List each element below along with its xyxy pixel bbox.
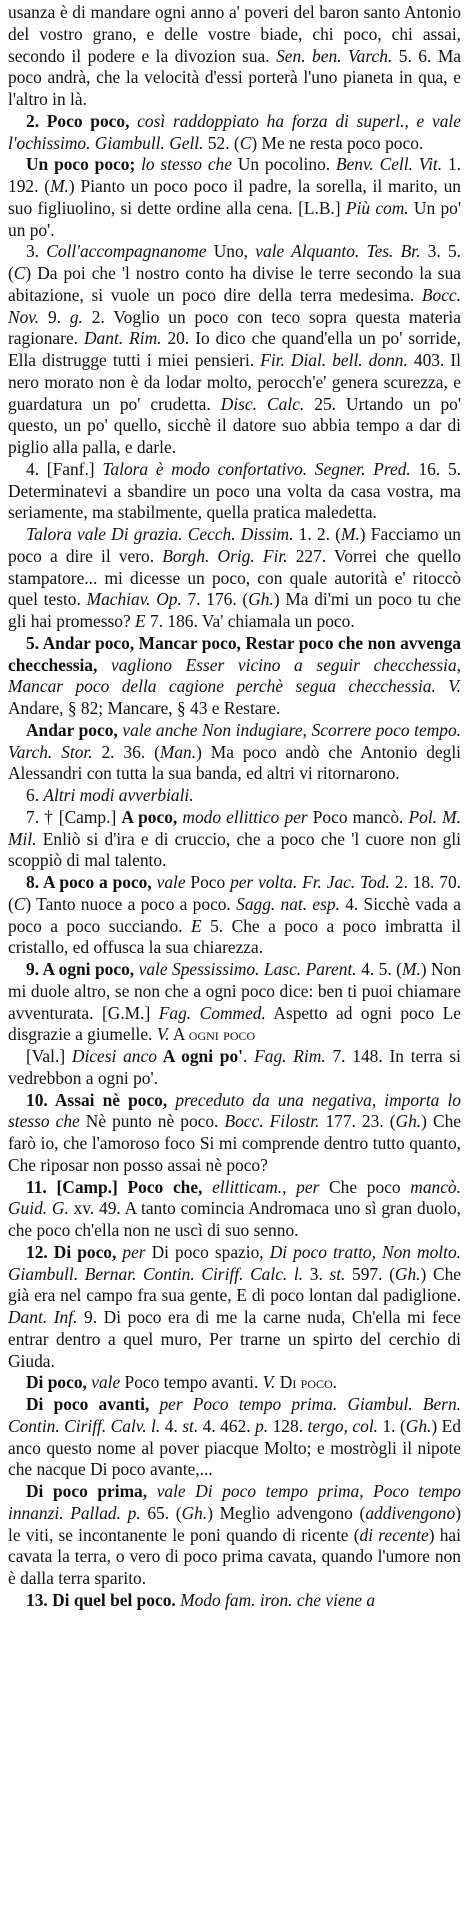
definition: Modo fam. iron. che viene a	[180, 1589, 376, 1610]
text-run: .	[243, 1046, 255, 1066]
text-run: ) Me ne resta poco poco.	[251, 132, 424, 153]
text-run: 128.	[268, 1415, 308, 1436]
text-run: 3.	[303, 1263, 330, 1284]
citation: g.	[69, 306, 83, 327]
definition: lo stesso che	[141, 154, 232, 175]
citation: Disc. Calc.	[220, 393, 305, 414]
entry-10-assai-ne-poco	[8, 1090, 461, 1177]
definition: vale	[91, 1372, 121, 1393]
source-mark: M.	[401, 959, 421, 979]
text-run: ) Da poi che 'l nostro conto ha divise le terre secondo la sua abitazione, si vuole un poco dire della terra medesima.	[8, 263, 461, 305]
headword: Di poco,	[26, 1372, 92, 1393]
entry-di-poco-prima	[8, 1481, 461, 1590]
entry-a-ogni-po	[8, 1046, 461, 1090]
source-mark: Gh.	[248, 589, 274, 610]
text-run: Un po' un po'.	[8, 197, 461, 240]
source-mark: E	[135, 611, 146, 631]
text-run: ) hai cavata la terra, o vero di poco prima cavata, quando l'umore non è dalla terra sparito.	[8, 1524, 461, 1588]
text-run: 597. (	[345, 1263, 395, 1284]
text-run: 16. 5. Determinatevi a sbandire un poco una volta da casa vostra, ma seriamente, ma stabilmente, quella pratica maledetta.	[8, 458, 462, 523]
headword: 9. A ogni poco,	[26, 959, 139, 979]
text-run: ) Ed anco questo nome al pover piacque Molto; e mostrògli il nipote che nacque Di poco avante,...	[8, 1415, 461, 1480]
entry-andar-poco-anche	[8, 720, 461, 785]
text-run: Un pocolino.	[231, 154, 336, 175]
headword: 2. Poco poco,	[26, 110, 138, 131]
entry-un-poco-poco	[8, 154, 461, 241]
paragraph	[8, 2, 461, 111]
text-run: ) Ma di'mi un poco tu che gli hai promesso?	[8, 589, 461, 631]
headword: Un poco poco;	[26, 154, 142, 175]
text-run: ) Meglio advengono (	[207, 1502, 366, 1523]
entry-8-a-poco-a-poco	[8, 872, 461, 959]
cross-reference: A ogni poco	[169, 1024, 256, 1045]
entry-12-di-poco	[8, 1242, 461, 1373]
source-mark: Gh.	[394, 1263, 421, 1284]
headword: Di poco avanti,	[26, 1394, 160, 1414]
text-run: 25. Urtando un po' questo, un po' quello, sicchè il datore suo abbia tempo a dar di piglio alla palla, e darle.	[8, 393, 461, 457]
citation: Dant. Inf.	[8, 1307, 78, 1327]
headword: 5. Andar poco, Mancar poco, Restar poco che non avvenga checchessia,	[8, 632, 461, 675]
text-run: [Val.]	[26, 1046, 72, 1066]
text-run: ) Che già era nel campo fra sua gente, E di poco lontan dal padiglione.	[8, 1263, 461, 1306]
text-run: ) le viti, se incontanente le poni quando di ricente (	[8, 1502, 461, 1545]
definition: modo ellittico per	[182, 806, 308, 827]
definition: vale anche Non indugiare, Scorrere poco tempo. Varch. Stor.	[8, 719, 461, 762]
citation: Sagg. nat. esp.	[236, 893, 340, 914]
citation: mancò. Guid. G.	[8, 1176, 461, 1219]
text-run: 3. 5. (	[8, 241, 462, 283]
citation: tergo, col.	[307, 1415, 379, 1436]
text-run: 177. 23. (	[319, 1111, 396, 1132]
entry-13-di-quel-bel-poco	[8, 1590, 461, 1612]
cross-reference: Andare, § 82; Mancare, § 43 e Restare.	[8, 698, 281, 718]
text-run: ) Ma poco andò che Antonio degli Alessandri con tutta la sua banda, ed altri vi ritornarono.	[8, 741, 462, 784]
citation: st.	[329, 1263, 346, 1284]
text-run: 1. 2. (	[293, 524, 341, 544]
entry-5-andar-poco	[8, 633, 461, 720]
text-run: 5. Che a poco a poco imbratta il cristallo, ed offusca la sua chiarezza.	[8, 915, 461, 958]
text-run: 403. Il nero morato non è da lodar molto, perocch'e' genera scurezza, e guardatura un po' crudetta.	[8, 350, 461, 414]
source-mark: C	[13, 263, 26, 283]
source-mark: C	[13, 893, 26, 914]
text-run: 4. 462.	[198, 1415, 256, 1436]
headword: 13. Di quel bel poco.	[26, 1589, 181, 1610]
text-run: 2. 36. (	[92, 741, 160, 762]
headword: 11. [Camp.] Poco che,	[26, 1176, 213, 1197]
definition: vale	[156, 872, 186, 892]
citation: V.	[156, 1024, 170, 1045]
text-run: 7. 176. (	[181, 589, 249, 610]
text-run: ) Facciamo un poco a dire il vero.	[8, 524, 462, 566]
definition: vale Alquanto. Tes. Br.	[255, 241, 421, 262]
text-run: 4.	[160, 1415, 183, 1436]
definition: vale Spessissimo. Lasc. Parent.	[138, 959, 357, 979]
gloss: di recente	[359, 1524, 429, 1545]
text-run: xv. 49. A tanto comincia Andromaca uno sì gran duolo, che poco ch'ella non ne uscì di suo senno.	[8, 1198, 461, 1240]
citation: per volta. Fr. Jac. Tod.	[230, 872, 390, 892]
citation: V.	[262, 1372, 276, 1393]
text-run: ) Pianto un poco poco il padre, la sorella, il marito, un suo figliuolino, si dette ordine alla cena. [L.B.]	[8, 176, 461, 218]
definition: per Poco tempo prima. Giambul. Bern. Contin. Ciriff. Calv. l.	[8, 1394, 461, 1436]
entry-3-alquanto	[8, 241, 461, 459]
text-run: 7. 186. Va' chiamala un poco.	[145, 611, 355, 631]
text-run: 227. Vorrei che quello stampatore... mi dicesse un poco, con quale autorità e' ritoccò quel testo.	[8, 545, 462, 610]
text-run: 3.	[26, 241, 47, 262]
definition: Dicesi anco	[71, 1046, 157, 1066]
entry-9-a-ogni-poco	[8, 959, 461, 1046]
text-run: 65. (	[140, 1502, 182, 1523]
definition: Talora è modo confortativo. Segner. Pred.	[102, 458, 411, 479]
definition: vale Di poco tempo prima, Poco tempo innanzi. Pallad. p.	[8, 1481, 461, 1523]
text-run: 6.	[26, 785, 44, 805]
text-run: usanza è di mandare ogni anno a' poveri del baron santo Antonio del vostro grano, e delle vostre biade, chi poco, chi assai, secondo il podere e la divozion sua.	[8, 2, 461, 66]
citation: Di poco tratto, Non molto. Giambull. Bernar. Contin. Ciriff. Calc. l.	[8, 1241, 461, 1284]
citation: Borgh. Orig. Fir.	[162, 545, 288, 566]
source-mark: Gh.	[405, 1415, 432, 1436]
definition: per	[122, 1241, 146, 1262]
text-run: 1. (	[378, 1415, 406, 1436]
entry-2-poco-poco	[8, 111, 461, 155]
citation: Dant. Rim.	[84, 328, 162, 349]
entry-11-poco-che	[8, 1177, 461, 1242]
citation: Bocc. Filostr.	[224, 1111, 320, 1132]
definition: Coll'accompagnanome	[46, 241, 207, 262]
citation: Fag. Rim.	[254, 1046, 326, 1066]
definition: vagliono Esser vicino a seguir checchessia, Mancar poco della cagione perchè segua checchessia. V.	[8, 654, 461, 697]
text-run: ) Tanto nuoce a poco a poco.	[25, 893, 237, 914]
text-run: Che poco	[319, 1176, 411, 1197]
text-run: 2. Voglio un poco con teco sopra questa materia ragionare.	[8, 306, 461, 349]
citation: Fir. Dial. bell. donn.	[260, 350, 408, 370]
text-run: Di poco spazio,	[145, 1241, 270, 1262]
text-run: 7. † [Camp.]	[26, 806, 122, 827]
definition: così raddoppiato ha forza di superl., e vale l'ochissimo. Giambull. Gell.	[8, 110, 461, 153]
source-mark: M.	[50, 176, 69, 196]
entry-di-poco-avanti-vale	[8, 1372, 461, 1394]
headword: 8. A poco a poco,	[26, 872, 157, 892]
entry-di-poco-avanti	[8, 1394, 461, 1481]
citation: p.	[255, 1415, 269, 1436]
text-run: Aspetto ad ogni poco Le disgrazie a giumelle.	[8, 1002, 461, 1045]
citation: Bocc. Nov.	[8, 284, 461, 327]
citation: Pol. M. Mil.	[8, 806, 461, 849]
source-mark: Man.	[159, 741, 197, 762]
entry-di-grazia	[8, 524, 461, 633]
entry-7-a-poco	[8, 807, 461, 872]
text-run: Nè punto nè poco.	[79, 1111, 225, 1132]
entry-4-confortativo	[8, 459, 461, 524]
text-run: 7. 148. In terra si vedrebbon a ogni po'.	[8, 1046, 461, 1088]
text-run: 4. Sicchè vada a poco a poco succiando.	[8, 893, 461, 936]
text-run: 20. Io dico che quand'ella un po' sorride, Ella distrugge tutti i miei pensieri.	[8, 328, 461, 370]
text-run: Uno,	[206, 241, 256, 262]
citation: Benv. Cell. Vit.	[335, 154, 443, 175]
headword: A ogni po'	[156, 1046, 244, 1066]
gloss: addivengono	[365, 1502, 456, 1523]
text-run: ) Non mi duole altro, se non che a ogni poco dice: ben ti puoi chiamare avventurata. [G.M.]	[8, 959, 462, 1023]
source-mark: Gh.	[395, 1111, 422, 1132]
cross-reference: Di poco.	[275, 1372, 338, 1393]
text-run: 4. 5. (	[356, 959, 402, 979]
headword: Andar poco,	[26, 719, 123, 740]
definition: ellitticam., per	[212, 1176, 320, 1197]
citation: Fag. Commed.	[158, 1002, 266, 1023]
headword: 10. Assai nè poco,	[26, 1089, 176, 1110]
source-mark: C	[239, 132, 252, 153]
text-run: Poco tempo avanti.	[120, 1372, 263, 1393]
text-run: 9.	[39, 306, 70, 327]
source-mark: M.	[340, 524, 360, 544]
text-run: Poco mancò.	[307, 806, 409, 827]
text-run: 9. Di poco era di me la carne nuda, Ch'ella mi fece entrar dentro a quel muro, Per trarne un spirto del cerchio di Giuda.	[8, 1307, 461, 1371]
citation: Sen. ben. Varch.	[276, 45, 393, 66]
headword: 12. Di poco,	[26, 1241, 123, 1262]
citation: Machiav. Op.	[86, 589, 182, 610]
text-run: Poco	[185, 872, 231, 892]
headword: Di poco prima,	[26, 1481, 157, 1501]
entry-6-altri-modi	[8, 785, 461, 807]
text-run: 4. [Fanf.]	[26, 458, 103, 479]
text-run: ) Che farò io, che l'amoroso foco Si mi comprende dentro tutto quanto, Che riposar non posso assai nè poco?	[8, 1111, 461, 1175]
source-mark: Gh.	[181, 1502, 208, 1523]
headword: A poco,	[121, 806, 183, 827]
text-run: 2. 18. 70. (	[8, 872, 462, 914]
definition: Altri modi avverbiali.	[43, 785, 194, 805]
definition: preceduto da una negativa, importa lo stesso che	[8, 1089, 461, 1132]
citation: st.	[182, 1415, 199, 1436]
definition: Talora vale Di grazia. Cecch. Dissim.	[26, 524, 294, 544]
text-run: Enliò si d'ira e di cruccio, che a poco che 'l cuore non gli scoppiò di mal talento.	[8, 828, 461, 871]
text-run: 52. (	[203, 132, 240, 153]
citation: E	[191, 915, 202, 936]
text-run: 5. 6. Ma poco andrà, che la velocità d'essi porterà l'uno pianeta in qua, e l'altro in là.	[8, 45, 462, 109]
definition: Più com.	[345, 197, 409, 218]
text-run: 1. 192. (	[8, 154, 461, 196]
